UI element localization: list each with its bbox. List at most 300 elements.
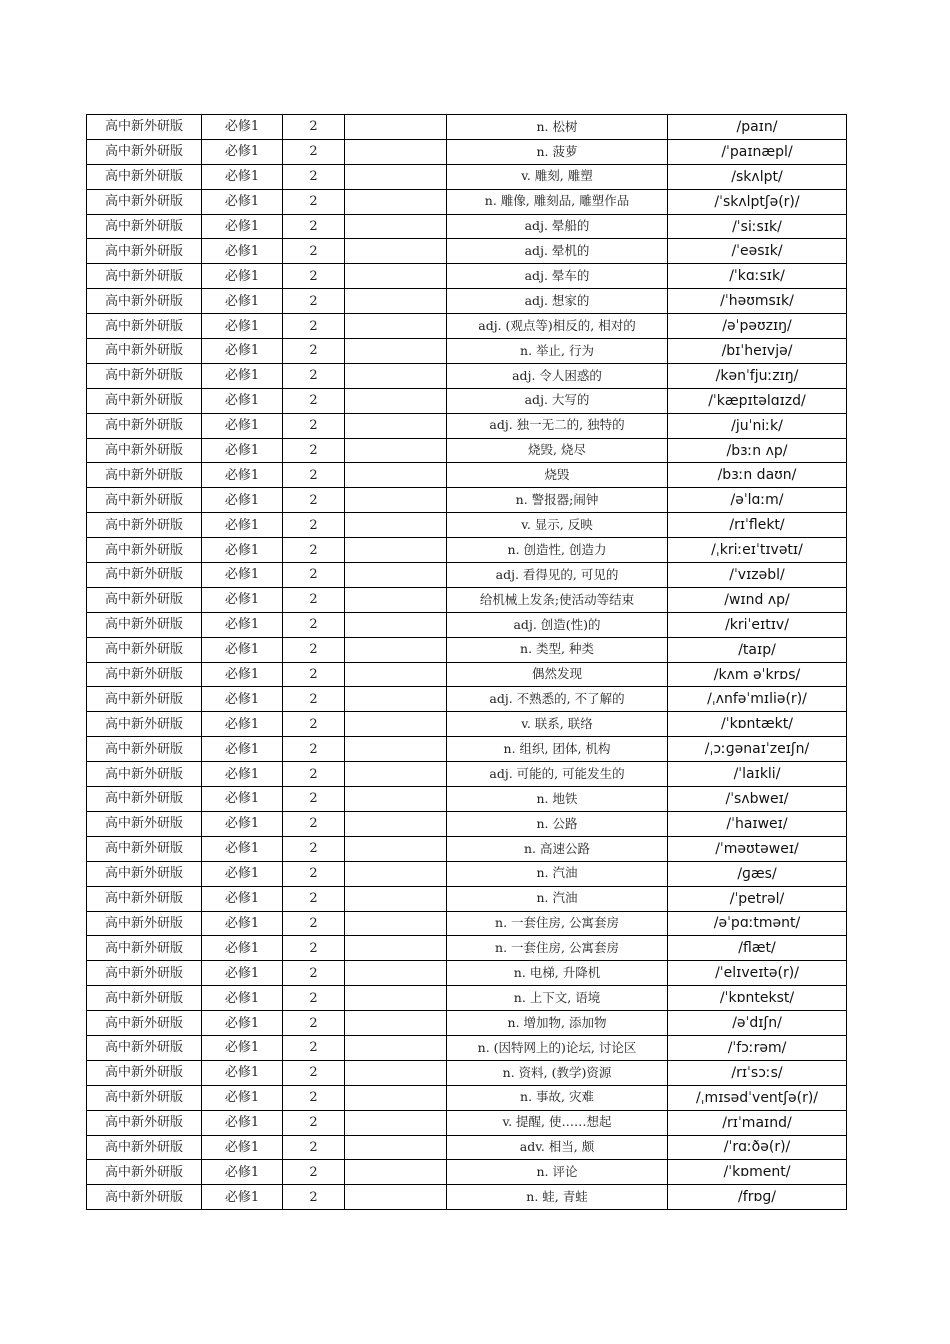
word-cell	[345, 1160, 447, 1185]
meaning-cell: n. 蛙, 青蛙	[447, 1185, 668, 1210]
edition-cell: 高中新外研版	[87, 936, 202, 961]
word-cell	[345, 787, 447, 812]
phonetic-cell: /bɪˈheɪvjə/	[668, 339, 847, 364]
phonetic-cell: /əˈpɑːtmənt/	[668, 911, 847, 936]
unit-cell: 2	[283, 239, 345, 264]
edition-cell: 高中新外研版	[87, 637, 202, 662]
word-cell	[345, 1110, 447, 1135]
meaning-cell: n. 事故, 灾难	[447, 1085, 668, 1110]
word-cell	[345, 1085, 447, 1110]
unit-cell: 2	[283, 861, 345, 886]
meaning-cell: n. 举止, 行为	[447, 339, 668, 364]
book-cell: 必修1	[202, 762, 283, 787]
unit-cell: 2	[283, 1185, 345, 1210]
edition-cell: 高中新外研版	[87, 712, 202, 737]
table-row	[87, 911, 847, 936]
word-cell	[345, 1185, 447, 1210]
meaning-cell: adj. 大写的	[447, 388, 668, 413]
table-row	[87, 836, 847, 861]
meaning-cell: v. 雕刻, 雕塑	[447, 164, 668, 189]
phonetic-cell: /ˈhəʊmsɪk/	[668, 289, 847, 314]
word-cell	[345, 986, 447, 1011]
phonetic-cell: /ˈelɪveɪtə(r)/	[668, 961, 847, 986]
word-cell	[345, 662, 447, 687]
unit-cell: 2	[283, 413, 345, 438]
unit-cell: 2	[283, 289, 345, 314]
edition-cell: 高中新外研版	[87, 214, 202, 239]
phonetic-cell: /ˈfɔːrəm/	[668, 1035, 847, 1060]
edition-cell: 高中新外研版	[87, 1160, 202, 1185]
unit-cell: 2	[283, 1110, 345, 1135]
word-cell	[345, 413, 447, 438]
book-cell: 必修1	[202, 363, 283, 388]
table-row	[87, 1160, 847, 1185]
meaning-cell: v. 联系, 联络	[447, 712, 668, 737]
phonetic-cell: /ˈrɑːðə(r)/	[668, 1135, 847, 1160]
book-cell: 必修1	[202, 289, 283, 314]
phonetic-cell: /ˈvɪzəbl/	[668, 563, 847, 588]
table-row	[87, 1085, 847, 1110]
word-cell	[345, 687, 447, 712]
unit-cell: 2	[283, 936, 345, 961]
meaning-cell: n. 汽油	[447, 861, 668, 886]
word-cell	[345, 737, 447, 762]
book-cell: 必修1	[202, 214, 283, 239]
meaning-cell: adj. 晕船的	[447, 214, 668, 239]
meaning-cell: n. 电梯, 升降机	[447, 961, 668, 986]
word-cell	[345, 861, 447, 886]
edition-cell: 高中新外研版	[87, 1110, 202, 1135]
meaning-cell: n. 资料, (教学)资源	[447, 1060, 668, 1085]
book-cell: 必修1	[202, 1135, 283, 1160]
unit-cell: 2	[283, 339, 345, 364]
book-cell: 必修1	[202, 339, 283, 364]
phonetic-cell: /ˈkɒntekst/	[668, 986, 847, 1011]
unit-cell: 2	[283, 1085, 345, 1110]
table-row	[87, 1135, 847, 1160]
book-cell: 必修1	[202, 115, 283, 140]
edition-cell: 高中新外研版	[87, 1011, 202, 1036]
table-row	[87, 214, 847, 239]
edition-cell: 高中新外研版	[87, 388, 202, 413]
word-cell	[345, 463, 447, 488]
table-row	[87, 961, 847, 986]
meaning-cell: adj. 令人困惑的	[447, 363, 668, 388]
edition-cell: 高中新外研版	[87, 762, 202, 787]
meaning-cell: adj. 创造(性)的	[447, 612, 668, 637]
word-cell	[345, 538, 447, 563]
phonetic-cell: /rɪˈsɔːs/	[668, 1060, 847, 1085]
word-cell	[345, 811, 447, 836]
unit-cell: 2	[283, 189, 345, 214]
meaning-cell: v. 显示, 反映	[447, 513, 668, 538]
phonetic-cell: /kriˈeɪtɪv/	[668, 612, 847, 637]
phonetic-cell: /juˈniːk/	[668, 413, 847, 438]
book-cell: 必修1	[202, 1160, 283, 1185]
table-row	[87, 637, 847, 662]
table-row	[87, 1185, 847, 1210]
unit-cell: 2	[283, 1160, 345, 1185]
word-cell	[345, 488, 447, 513]
meaning-cell: n. (因特网上的)论坛, 讨论区	[447, 1035, 668, 1060]
phonetic-cell: /skʌlpt/	[668, 164, 847, 189]
table-row	[87, 463, 847, 488]
phonetic-cell: /kənˈfjuːzɪŋ/	[668, 363, 847, 388]
phonetic-cell: /əˈlɑːm/	[668, 488, 847, 513]
edition-cell: 高中新外研版	[87, 787, 202, 812]
word-cell	[345, 1011, 447, 1036]
table-row	[87, 314, 847, 339]
book-cell: 必修1	[202, 662, 283, 687]
word-cell	[345, 712, 447, 737]
unit-cell: 2	[283, 836, 345, 861]
phonetic-cell: /ˈkæpɪtəlɑɪzd/	[668, 388, 847, 413]
meaning-cell: n. 组织, 团体, 机构	[447, 737, 668, 762]
book-cell: 必修1	[202, 463, 283, 488]
word-cell	[345, 314, 447, 339]
unit-cell: 2	[283, 513, 345, 538]
edition-cell: 高中新外研版	[87, 687, 202, 712]
book-cell: 必修1	[202, 986, 283, 1011]
table-row	[87, 1035, 847, 1060]
edition-cell: 高中新外研版	[87, 1085, 202, 1110]
book-cell: 必修1	[202, 1060, 283, 1085]
meaning-cell: n. 上下文, 语境	[447, 986, 668, 1011]
book-cell: 必修1	[202, 538, 283, 563]
unit-cell: 2	[283, 687, 345, 712]
phonetic-cell: /əˈdɪʃn/	[668, 1011, 847, 1036]
table-row	[87, 787, 847, 812]
table-row	[87, 513, 847, 538]
book-cell: 必修1	[202, 1185, 283, 1210]
edition-cell: 高中新外研版	[87, 314, 202, 339]
unit-cell: 2	[283, 762, 345, 787]
table-row	[87, 1011, 847, 1036]
table-row	[87, 986, 847, 1011]
table-row	[87, 886, 847, 911]
table-row	[87, 413, 847, 438]
meaning-cell: n. 汽油	[447, 886, 668, 911]
edition-cell: 高中新外研版	[87, 1035, 202, 1060]
meaning-cell: adv. 相当, 颇	[447, 1135, 668, 1160]
word-cell	[345, 587, 447, 612]
table-row	[87, 189, 847, 214]
phonetic-cell: /ˌʌnfəˈmɪliə(r)/	[668, 687, 847, 712]
phonetic-cell: /ˈlaɪkli/	[668, 762, 847, 787]
word-cell	[345, 388, 447, 413]
book-cell: 必修1	[202, 587, 283, 612]
edition-cell: 高中新外研版	[87, 961, 202, 986]
vocabulary-table	[86, 114, 847, 1210]
phonetic-cell: /ˈhaɪweɪ/	[668, 811, 847, 836]
phonetic-cell: /ˈskʌlptʃə(r)/	[668, 189, 847, 214]
phonetic-cell: /paɪn/	[668, 115, 847, 140]
word-cell	[345, 637, 447, 662]
table-row	[87, 811, 847, 836]
meaning-cell: adj. 独一无二的, 独特的	[447, 413, 668, 438]
edition-cell: 高中新外研版	[87, 836, 202, 861]
edition-cell: 高中新外研版	[87, 164, 202, 189]
unit-cell: 2	[283, 1135, 345, 1160]
book-cell: 必修1	[202, 612, 283, 637]
table-row	[87, 488, 847, 513]
word-cell	[345, 164, 447, 189]
phonetic-cell: /ˌkriːeɪˈtɪvətɪ/	[668, 538, 847, 563]
table-row	[87, 363, 847, 388]
book-cell: 必修1	[202, 314, 283, 339]
book-cell: 必修1	[202, 1110, 283, 1135]
word-cell	[345, 762, 447, 787]
word-cell	[345, 1135, 447, 1160]
unit-cell: 2	[283, 264, 345, 289]
meaning-cell: 给机械上发条;使活动等结束	[447, 587, 668, 612]
book-cell: 必修1	[202, 488, 283, 513]
meaning-cell: n. 评论	[447, 1160, 668, 1185]
meaning-cell: adj. 可能的, 可能发生的	[447, 762, 668, 787]
phonetic-cell: /ˈkɑːsɪk/	[668, 264, 847, 289]
unit-cell: 2	[283, 1060, 345, 1085]
unit-cell: 2	[283, 911, 345, 936]
unit-cell: 2	[283, 712, 345, 737]
table-row	[87, 737, 847, 762]
book-cell: 必修1	[202, 886, 283, 911]
meaning-cell: adj. (观点等)相反的, 相对的	[447, 314, 668, 339]
edition-cell: 高中新外研版	[87, 737, 202, 762]
edition-cell: 高中新外研版	[87, 264, 202, 289]
edition-cell: 高中新外研版	[87, 115, 202, 140]
unit-cell: 2	[283, 1035, 345, 1060]
word-cell	[345, 214, 447, 239]
edition-cell: 高中新外研版	[87, 1135, 202, 1160]
table-row	[87, 538, 847, 563]
word-cell	[345, 115, 447, 140]
unit-cell: 2	[283, 363, 345, 388]
table-row	[87, 339, 847, 364]
unit-cell: 2	[283, 314, 345, 339]
unit-cell: 2	[283, 214, 345, 239]
phonetic-cell: /ˈkɒntækt/	[668, 712, 847, 737]
book-cell: 必修1	[202, 1011, 283, 1036]
book-cell: 必修1	[202, 961, 283, 986]
book-cell: 必修1	[202, 563, 283, 588]
edition-cell: 高中新外研版	[87, 289, 202, 314]
book-cell: 必修1	[202, 836, 283, 861]
phonetic-cell: /ˈeəsɪk/	[668, 239, 847, 264]
edition-cell: 高中新外研版	[87, 239, 202, 264]
phonetic-cell: /wɪnd ʌp/	[668, 587, 847, 612]
book-cell: 必修1	[202, 737, 283, 762]
unit-cell: 2	[283, 811, 345, 836]
edition-cell: 高中新外研版	[87, 563, 202, 588]
phonetic-cell: /rɪˈflekt/	[668, 513, 847, 538]
edition-cell: 高中新外研版	[87, 587, 202, 612]
book-cell: 必修1	[202, 861, 283, 886]
unit-cell: 2	[283, 463, 345, 488]
unit-cell: 2	[283, 164, 345, 189]
table-row	[87, 861, 847, 886]
table-row	[87, 388, 847, 413]
word-cell	[345, 139, 447, 164]
book-cell: 必修1	[202, 413, 283, 438]
unit-cell: 2	[283, 488, 345, 513]
vocabulary-table-body	[87, 115, 847, 1210]
table-row	[87, 1060, 847, 1085]
edition-cell: 高中新外研版	[87, 811, 202, 836]
meaning-cell: n. 一套住房, 公寓套房	[447, 936, 668, 961]
book-cell: 必修1	[202, 1085, 283, 1110]
edition-cell: 高中新外研版	[87, 488, 202, 513]
edition-cell: 高中新外研版	[87, 413, 202, 438]
word-cell	[345, 1035, 447, 1060]
unit-cell: 2	[283, 538, 345, 563]
edition-cell: 高中新外研版	[87, 986, 202, 1011]
table-row	[87, 1110, 847, 1135]
book-cell: 必修1	[202, 264, 283, 289]
word-cell	[345, 936, 447, 961]
book-cell: 必修1	[202, 189, 283, 214]
table-row	[87, 563, 847, 588]
unit-cell: 2	[283, 787, 345, 812]
table-row	[87, 936, 847, 961]
book-cell: 必修1	[202, 239, 283, 264]
meaning-cell: n. 类型, 种类	[447, 637, 668, 662]
edition-cell: 高中新外研版	[87, 513, 202, 538]
edition-cell: 高中新外研版	[87, 363, 202, 388]
table-row	[87, 115, 847, 140]
edition-cell: 高中新外研版	[87, 861, 202, 886]
unit-cell: 2	[283, 986, 345, 1011]
edition-cell: 高中新外研版	[87, 1185, 202, 1210]
phonetic-cell: /ˌmɪsədˈventʃə(r)/	[668, 1085, 847, 1110]
phonetic-cell: /bɜːn ʌp/	[668, 438, 847, 463]
phonetic-cell: /ɡæs/	[668, 861, 847, 886]
table-row	[87, 687, 847, 712]
book-cell: 必修1	[202, 513, 283, 538]
table-row	[87, 612, 847, 637]
table-row	[87, 139, 847, 164]
phonetic-cell: /ˈsiːsɪk/	[668, 214, 847, 239]
table-row	[87, 762, 847, 787]
edition-cell: 高中新外研版	[87, 886, 202, 911]
meaning-cell: n. 一套住房, 公寓套房	[447, 911, 668, 936]
unit-cell: 2	[283, 115, 345, 140]
edition-cell: 高中新外研版	[87, 1060, 202, 1085]
table-row	[87, 289, 847, 314]
meaning-cell: n. 公路	[447, 811, 668, 836]
meaning-cell: adj. 晕车的	[447, 264, 668, 289]
meaning-cell: adj. 晕机的	[447, 239, 668, 264]
meaning-cell: 烧毁, 烧尽	[447, 438, 668, 463]
word-cell	[345, 513, 447, 538]
phonetic-cell: /ˌɔːɡənaɪˈzeɪʃn/	[668, 737, 847, 762]
meaning-cell: v. 提醒, 使……想起	[447, 1110, 668, 1135]
unit-cell: 2	[283, 737, 345, 762]
word-cell	[345, 189, 447, 214]
edition-cell: 高中新外研版	[87, 612, 202, 637]
meaning-cell: n. 警报器;闹钟	[447, 488, 668, 513]
book-cell: 必修1	[202, 811, 283, 836]
table-row	[87, 712, 847, 737]
unit-cell: 2	[283, 139, 345, 164]
edition-cell: 高中新外研版	[87, 662, 202, 687]
meaning-cell: n. 松树	[447, 115, 668, 140]
word-cell	[345, 911, 447, 936]
phonetic-cell: /əˈpəʊzɪŋ/	[668, 314, 847, 339]
unit-cell: 2	[283, 388, 345, 413]
meaning-cell: adj. 看得见的, 可见的	[447, 563, 668, 588]
meaning-cell: n. 雕像, 雕刻品, 雕塑作品	[447, 189, 668, 214]
book-cell: 必修1	[202, 936, 283, 961]
meaning-cell: adj. 想家的	[447, 289, 668, 314]
word-cell	[345, 563, 447, 588]
unit-cell: 2	[283, 1011, 345, 1036]
unit-cell: 2	[283, 438, 345, 463]
meaning-cell: n. 菠萝	[447, 139, 668, 164]
book-cell: 必修1	[202, 388, 283, 413]
meaning-cell: n. 创造性, 创造力	[447, 538, 668, 563]
word-cell	[345, 886, 447, 911]
table-row	[87, 587, 847, 612]
table-row	[87, 662, 847, 687]
phonetic-cell: /frɒɡ/	[668, 1185, 847, 1210]
phonetic-cell: /bɜːn daʊn/	[668, 463, 847, 488]
unit-cell: 2	[283, 886, 345, 911]
phonetic-cell: /taɪp/	[668, 637, 847, 662]
book-cell: 必修1	[202, 139, 283, 164]
word-cell	[345, 264, 447, 289]
unit-cell: 2	[283, 637, 345, 662]
phonetic-cell: /rɪˈmaɪnd/	[668, 1110, 847, 1135]
phonetic-cell: /kʌm əˈkrɒs/	[668, 662, 847, 687]
word-cell	[345, 961, 447, 986]
unit-cell: 2	[283, 563, 345, 588]
word-cell	[345, 836, 447, 861]
edition-cell: 高中新外研版	[87, 538, 202, 563]
meaning-cell: n. 增加物, 添加物	[447, 1011, 668, 1036]
phonetic-cell: /ˈpetrəl/	[668, 886, 847, 911]
meaning-cell: 烧毁	[447, 463, 668, 488]
edition-cell: 高中新外研版	[87, 911, 202, 936]
unit-cell: 2	[283, 662, 345, 687]
word-cell	[345, 289, 447, 314]
book-cell: 必修1	[202, 687, 283, 712]
meaning-cell: 偶然发现	[447, 662, 668, 687]
book-cell: 必修1	[202, 637, 283, 662]
book-cell: 必修1	[202, 911, 283, 936]
word-cell	[345, 438, 447, 463]
book-cell: 必修1	[202, 712, 283, 737]
meaning-cell: n. 高速公路	[447, 836, 668, 861]
unit-cell: 2	[283, 961, 345, 986]
phonetic-cell: /ˈsʌbweɪ/	[668, 787, 847, 812]
table-row	[87, 264, 847, 289]
book-cell: 必修1	[202, 164, 283, 189]
table-row	[87, 239, 847, 264]
word-cell	[345, 612, 447, 637]
book-cell: 必修1	[202, 438, 283, 463]
edition-cell: 高中新外研版	[87, 139, 202, 164]
edition-cell: 高中新外研版	[87, 339, 202, 364]
edition-cell: 高中新外研版	[87, 438, 202, 463]
unit-cell: 2	[283, 587, 345, 612]
edition-cell: 高中新外研版	[87, 463, 202, 488]
phonetic-cell: /flæt/	[668, 936, 847, 961]
phonetic-cell: /ˈpaɪnæpl/	[668, 139, 847, 164]
book-cell: 必修1	[202, 787, 283, 812]
phonetic-cell: /ˈməʊtəweɪ/	[668, 836, 847, 861]
unit-cell: 2	[283, 612, 345, 637]
meaning-cell: n. 地铁	[447, 787, 668, 812]
